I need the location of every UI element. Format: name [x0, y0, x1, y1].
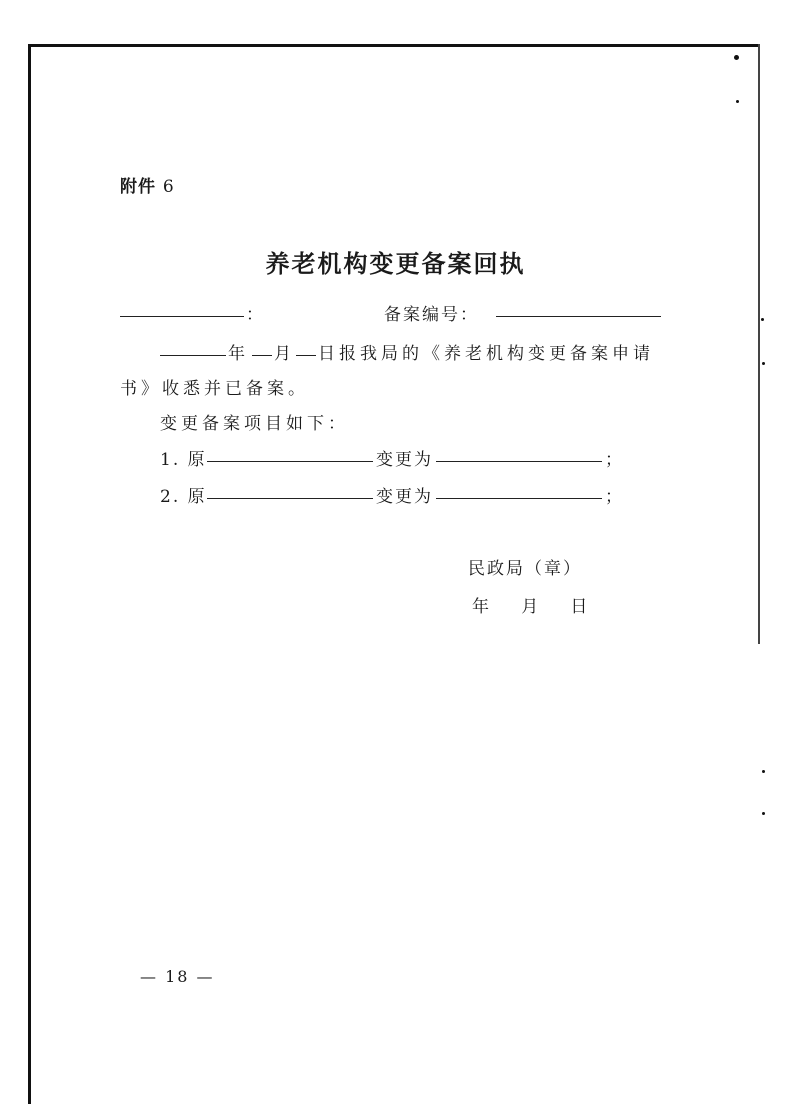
record-number-label: 备案编号： [384, 305, 479, 325]
scan-speck [734, 55, 739, 60]
attachment-label-text: 附件 [120, 177, 156, 197]
items-intro: 变更备案项目如下： [160, 414, 349, 434]
document-title: 养老机构变更备案回执 [265, 249, 526, 278]
change-item-original-blank[interactable] [207, 482, 373, 499]
change-item-original-label: 1. 原 [160, 450, 207, 470]
scan-speck [762, 812, 765, 815]
change-item-change-label: 变更为 [376, 487, 433, 507]
addressee-blank[interactable] [120, 300, 244, 317]
scan-border-left [28, 44, 31, 1104]
change-item-new-blank[interactable] [436, 445, 602, 462]
attachment-number: 6 [162, 177, 175, 197]
change-item-end: ； [605, 487, 624, 507]
addressee-colon: ： [246, 305, 265, 325]
scan-speck [761, 318, 764, 321]
scan-border-top [28, 44, 760, 47]
attachment-label [120, 172, 175, 197]
record-number-blank[interactable] [496, 300, 661, 317]
month-label: 月 [274, 344, 293, 364]
change-item-original-blank[interactable] [207, 445, 373, 462]
month-blank[interactable] [252, 339, 272, 356]
change-item-end: ； [605, 450, 624, 470]
change-item-new-blank[interactable] [436, 482, 602, 499]
body-day-text: 日报我局的《养老机构变更备案申请 [318, 344, 654, 364]
page-number: — 18 — [140, 967, 215, 986]
day-blank[interactable] [296, 339, 316, 356]
body-line-2: 书》收悉并已备案。 [120, 379, 309, 399]
year-label: 年 [228, 344, 247, 364]
change-item-original-label: 2. 原 [160, 487, 207, 507]
change-item-change-label: 变更为 [376, 450, 433, 470]
scan-border-right [758, 44, 760, 644]
scan-speck [762, 770, 765, 773]
scan-speck [736, 100, 739, 103]
signature-date: 年 月 日 [472, 597, 592, 617]
year-blank[interactable] [160, 339, 226, 356]
scan-speck [762, 362, 765, 365]
signature-org: 民政局（章） [468, 559, 582, 579]
